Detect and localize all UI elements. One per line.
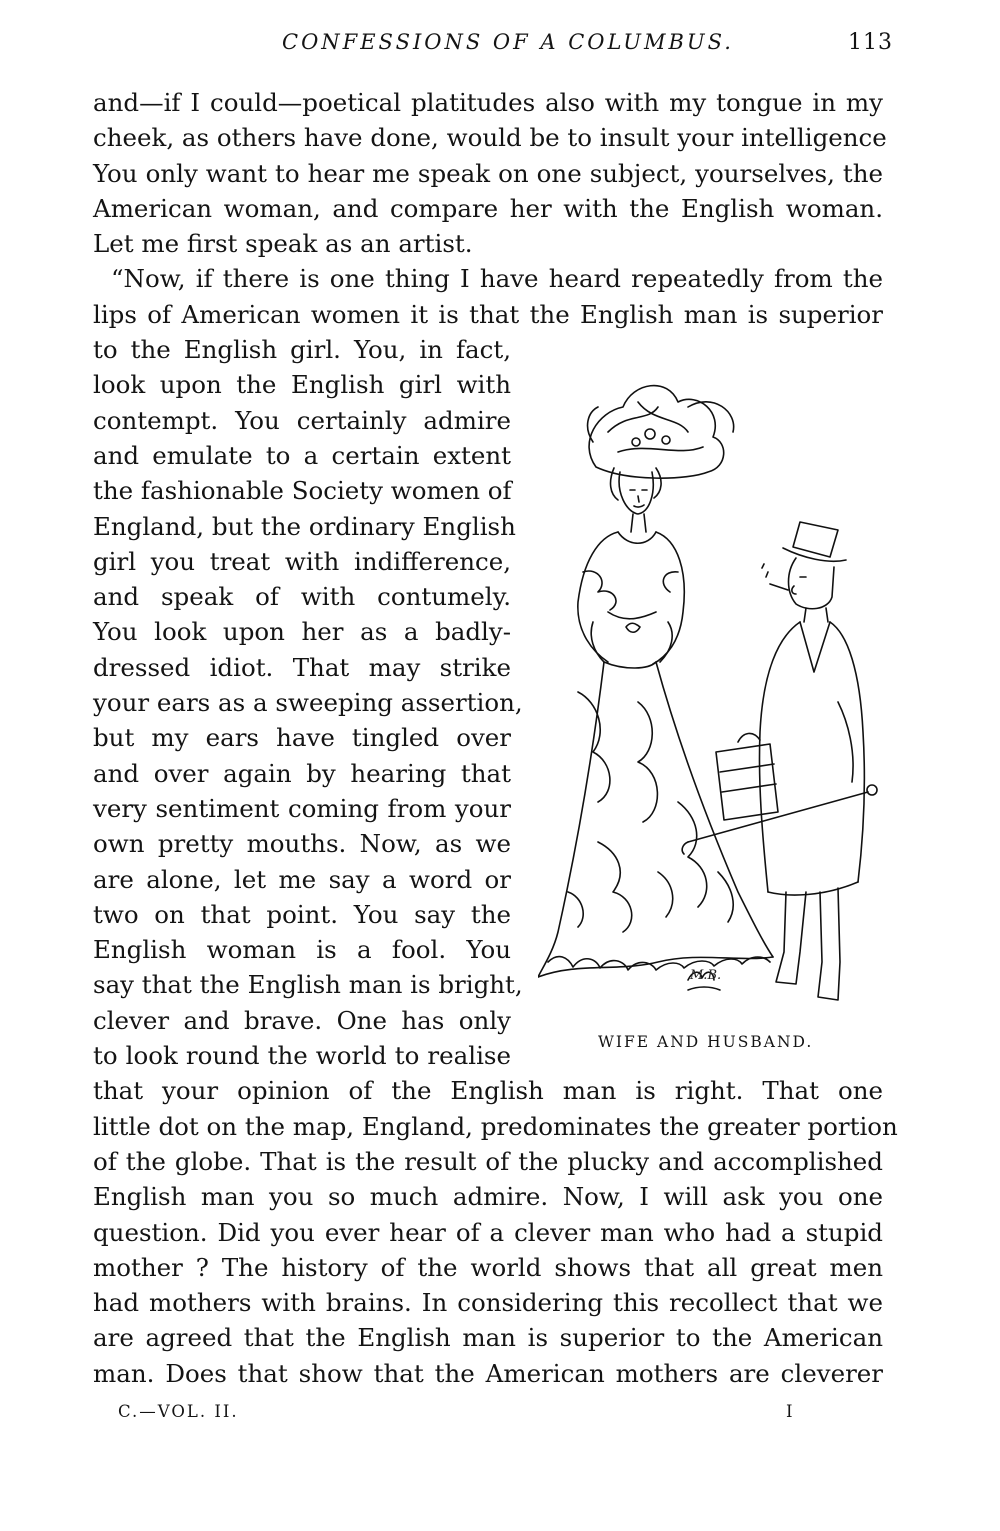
text-line: dressed idiot. That may strike — [93, 652, 511, 682]
text-line: had mothers with brains. In considering this recollect that we — [93, 1288, 883, 1318]
running-title: CONFESSIONS OF A COLUMBUS. — [282, 30, 734, 54]
page-number: 113 — [848, 30, 893, 55]
running-head — [0, 30, 1000, 60]
text-line: You only want to hear me speak on one subject, yourselves, the — [93, 158, 883, 188]
hatbox-and-umbrella — [682, 733, 877, 854]
engraving-drawing — [538, 372, 888, 1012]
text-line: clever and brave. One has only — [93, 1005, 511, 1035]
text-line: girl you treat with indifference, — [93, 546, 511, 576]
text-line: very sentiment coming from your — [93, 793, 511, 823]
text-line: contempt. You certainly admire — [93, 405, 511, 435]
text-line: cheek, as others have done, would be to insult your intelligence — [93, 123, 887, 153]
text-line: “Now, if there is one thing I have heard repeatedly from the — [111, 264, 883, 294]
text-line: Let me first speak as an artist. — [93, 229, 473, 259]
signature-letter: I — [786, 1402, 793, 1421]
text-line: two on that point. You say the — [93, 899, 511, 929]
text-line: are alone, let me say a word or — [93, 864, 511, 894]
woman-skirt — [538, 662, 773, 977]
illustration-caption: WIFE AND HUSBAND. — [598, 1033, 814, 1051]
man-body — [759, 622, 864, 1000]
signature-mark: C.—VOL. II. — [118, 1402, 239, 1421]
text-line: lips of American women it is that the English man is superior — [93, 299, 883, 329]
man-head — [762, 522, 846, 622]
text-line: of the globe. That is the result of the plucky and accomplished — [93, 1146, 883, 1176]
text-line: You look upon her as a badly- — [93, 617, 511, 647]
text-line: and over again by hearing that — [93, 758, 511, 788]
top-text-block — [93, 85, 887, 332]
text-line: little dot on the map, England, predominates the greater portion — [93, 1111, 898, 1141]
plumed-hat — [588, 386, 734, 479]
text-line: mother ? The history of the world shows that all great men — [93, 1252, 883, 1282]
text-line: that your opinion of the English man is right. That one — [93, 1076, 883, 1106]
bottom-text-block — [93, 1073, 898, 1391]
text-line: question. Did you ever hear of a clever man who had a stupid — [93, 1217, 883, 1247]
text-line: but my ears have tingled over — [93, 723, 511, 753]
artist-signature: M.B. — [690, 968, 722, 983]
wife-and-husband-illustration — [538, 372, 888, 1062]
text-line: man. Does that show that the American mothers are cleverer — [93, 1358, 883, 1388]
woman-bodice — [578, 532, 684, 668]
text-line: your ears as a sweeping assertion, — [93, 688, 523, 718]
text-line: are agreed that the English man is superior to the American — [93, 1323, 883, 1353]
text-line: English man you so much admire. Now, I will ask you one — [93, 1182, 883, 1212]
text-line: England, but the ordinary English — [93, 511, 516, 541]
text-line: to look round the world to realise — [93, 1041, 511, 1071]
text-line: own pretty mouths. Now, as we — [93, 829, 511, 859]
text-line: American woman, and compare her with the English woman. — [93, 193, 883, 223]
text-line: the fashionable Society women of — [93, 476, 512, 506]
page-footer — [0, 1402, 1000, 1426]
text-line: and speak of with contumely. — [93, 582, 511, 612]
text-line: English woman is a fool. You — [93, 935, 511, 965]
text-line: and emulate to a certain extent — [93, 440, 511, 470]
text-line: to the English girl. You, in fact, — [93, 335, 511, 365]
text-line: and—if I could—poetical platitudes also with my tongue in my — [93, 88, 883, 117]
text-line: look upon the English girl with — [93, 370, 511, 400]
text-line: say that the English man is bright, — [93, 970, 523, 1000]
